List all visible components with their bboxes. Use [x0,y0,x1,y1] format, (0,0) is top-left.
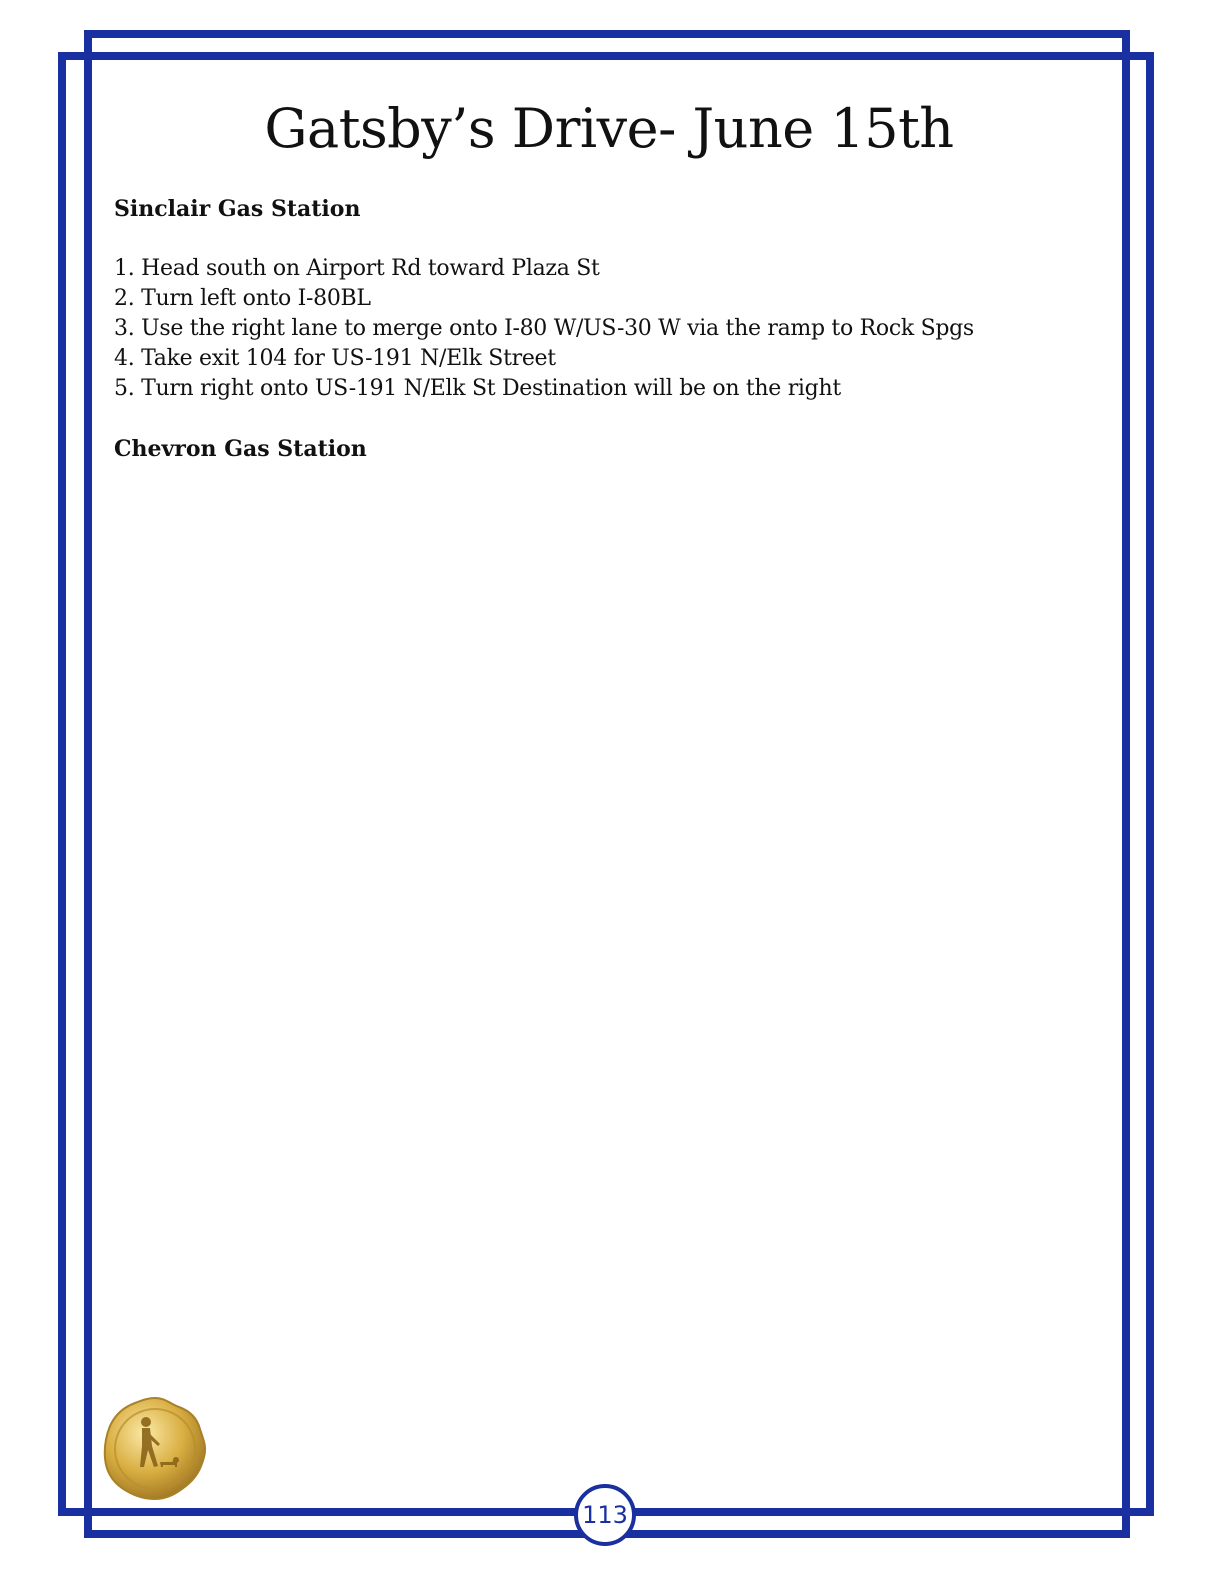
direction-step: 2. Turn left onto I-80BL [114,286,371,311]
page-number: 113 [574,1484,636,1546]
direction-step: 1. Head south on Airport Rd toward Plaza St [114,256,600,281]
gold-seal-logo [100,1394,210,1504]
direction-step: 3. Use the right lane to merge onto I-80 W/US-30 W via the ramp to Rock Spgs [114,316,974,341]
directions-list [114,254,1104,404]
section-heading-chevron: Chevron Gas Station [114,436,367,462]
section-heading-sinclair: Sinclair Gas Station [114,196,361,222]
direction-step: 4. Take exit 104 for US-191 N/Elk Street [114,346,556,371]
page-title: Gatsby’s Drive- June 15th [264,97,954,160]
person-walking-dog-icon [100,1394,210,1504]
direction-step: 5. Turn right onto US-191 N/Elk St Destination will be on the right [114,376,841,401]
page-content [114,92,1104,464]
